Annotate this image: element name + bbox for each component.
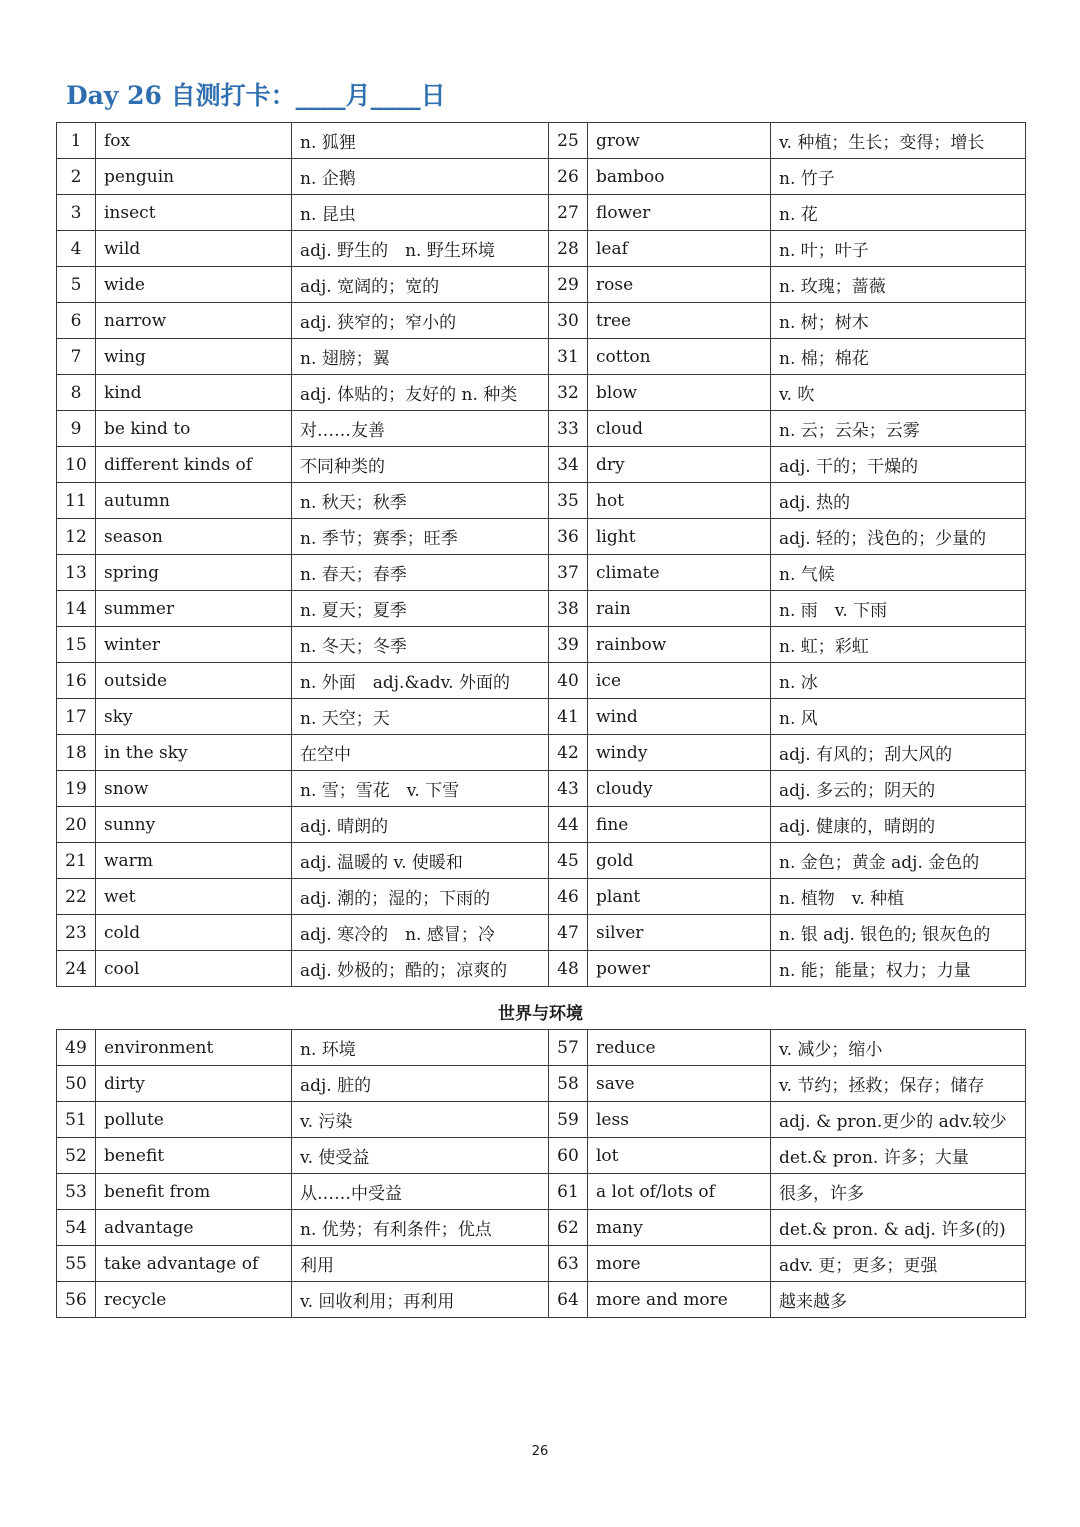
table-row <box>57 1210 1026 1246</box>
entry-word: snow <box>96 771 292 807</box>
entry-number: 52 <box>57 1138 96 1174</box>
table-row <box>57 1066 1026 1102</box>
entry-number: 60 <box>549 1138 588 1174</box>
entry-definition: n. 叶；叶子 <box>771 231 1026 267</box>
table-row <box>57 339 1026 375</box>
entry-definition: n. 竹子 <box>771 159 1026 195</box>
entry-word: sunny <box>96 807 292 843</box>
entry-number: 64 <box>549 1282 588 1318</box>
entry-number: 5 <box>57 267 96 303</box>
entry-word: environment <box>96 1030 292 1066</box>
entry-word: take advantage of <box>96 1246 292 1282</box>
entry-number: 54 <box>57 1210 96 1246</box>
entry-word: cotton <box>588 339 771 375</box>
entry-definition: n. 花 <box>771 195 1026 231</box>
entry-word: dry <box>588 447 771 483</box>
entry-word: outside <box>96 663 292 699</box>
table-row <box>57 1246 1026 1282</box>
table-row <box>57 303 1026 339</box>
table-row <box>57 915 1026 951</box>
entry-definition: 越来越多 <box>771 1282 1026 1318</box>
entry-word: insect <box>96 195 292 231</box>
entry-number: 33 <box>549 411 588 447</box>
entry-definition: adj. 热的 <box>771 483 1026 519</box>
entry-number: 62 <box>549 1210 588 1246</box>
entry-definition: n. 冰 <box>771 663 1026 699</box>
table-row <box>57 231 1026 267</box>
entry-number: 58 <box>549 1066 588 1102</box>
entry-number: 43 <box>549 771 588 807</box>
entry-definition: det.& pron. 许多；大量 <box>771 1138 1026 1174</box>
entry-word: wild <box>96 231 292 267</box>
entry-number: 17 <box>57 699 96 735</box>
entry-number: 24 <box>57 951 96 987</box>
entry-word: spring <box>96 555 292 591</box>
entry-word: bamboo <box>588 159 771 195</box>
entry-definition: adj. 寒冷的 n. 感冒；冷 <box>292 915 549 951</box>
entry-number: 2 <box>57 159 96 195</box>
entry-number: 63 <box>549 1246 588 1282</box>
entry-number: 59 <box>549 1102 588 1138</box>
entry-number: 22 <box>57 879 96 915</box>
entry-definition: n. 雪；雪花 v. 下雪 <box>292 771 549 807</box>
entry-word: pollute <box>96 1102 292 1138</box>
entry-word: summer <box>96 591 292 627</box>
entry-word: tree <box>588 303 771 339</box>
entry-number: 26 <box>549 159 588 195</box>
entry-word: wide <box>96 267 292 303</box>
entry-number: 55 <box>57 1246 96 1282</box>
entry-word: windy <box>588 735 771 771</box>
entry-word: different kinds of <box>96 447 292 483</box>
table-row <box>57 771 1026 807</box>
entry-number: 20 <box>57 807 96 843</box>
entry-definition: n. 能；能量；权力；力量 <box>771 951 1026 987</box>
entry-word: a lot of/lots of <box>588 1174 771 1210</box>
entry-number: 36 <box>549 519 588 555</box>
entry-word: warm <box>96 843 292 879</box>
entry-word: leaf <box>588 231 771 267</box>
entry-word: silver <box>588 915 771 951</box>
entry-definition: adj. 脏的 <box>292 1066 549 1102</box>
entry-definition: n. 风 <box>771 699 1026 735</box>
entry-definition: adv. 更；更多；更强 <box>771 1246 1026 1282</box>
entry-definition: adj. 狭窄的；窄小的 <box>292 303 549 339</box>
entry-definition: adj. 宽阔的；宽的 <box>292 267 549 303</box>
entry-word: cloud <box>588 411 771 447</box>
entry-word: light <box>588 519 771 555</box>
entry-number: 37 <box>549 555 588 591</box>
table-row <box>57 591 1026 627</box>
table-row <box>57 195 1026 231</box>
entry-word: kind <box>96 375 292 411</box>
entry-number: 38 <box>549 591 588 627</box>
entry-word: advantage <box>96 1210 292 1246</box>
vocab-table-2 <box>56 1029 1026 1318</box>
entry-number: 3 <box>57 195 96 231</box>
entry-definition: adj. 野生的 n. 野生环境 <box>292 231 549 267</box>
entry-definition: n. 优势；有利条件；优点 <box>292 1210 549 1246</box>
entry-number: 12 <box>57 519 96 555</box>
entry-definition: adj. 温暖的 v. 使暖和 <box>292 843 549 879</box>
vocab-table-1 <box>56 122 1026 987</box>
page-title: Day 26 自测打卡：____月____日 <box>66 81 446 110</box>
entry-number: 16 <box>57 663 96 699</box>
entry-definition: n. 雨 v. 下雨 <box>771 591 1026 627</box>
table-row <box>57 267 1026 303</box>
entry-number: 13 <box>57 555 96 591</box>
entry-number: 32 <box>549 375 588 411</box>
entry-definition: n. 金色；黄金 adj. 金色的 <box>771 843 1026 879</box>
entry-number: 1 <box>57 123 96 159</box>
entry-definition: adj. 潮的；湿的；下雨的 <box>292 879 549 915</box>
entry-number: 19 <box>57 771 96 807</box>
entry-word: wind <box>588 699 771 735</box>
entry-number: 45 <box>549 843 588 879</box>
entry-definition: n. 翅膀；翼 <box>292 339 549 375</box>
entry-word: benefit <box>96 1138 292 1174</box>
entry-number: 39 <box>549 627 588 663</box>
entry-number: 10 <box>57 447 96 483</box>
entry-number: 40 <box>549 663 588 699</box>
entry-number: 44 <box>549 807 588 843</box>
entry-definition: n. 玫瑰；蔷薇 <box>771 267 1026 303</box>
entry-word: in the sky <box>96 735 292 771</box>
entry-word: cold <box>96 915 292 951</box>
entry-word: more <box>588 1246 771 1282</box>
entry-definition: n. 环境 <box>292 1030 549 1066</box>
entry-number: 61 <box>549 1174 588 1210</box>
entry-definition: adj. 干的；干燥的 <box>771 447 1026 483</box>
entry-definition: 对……友善 <box>292 411 549 447</box>
entry-word: rose <box>588 267 771 303</box>
entry-definition: adj. 健康的，晴朗的 <box>771 807 1026 843</box>
entry-number: 30 <box>549 303 588 339</box>
entry-number: 27 <box>549 195 588 231</box>
entry-number: 42 <box>549 735 588 771</box>
entry-number: 47 <box>549 915 588 951</box>
entry-definition: adj. 多云的；阴天的 <box>771 771 1026 807</box>
entry-definition: adj. & pron.更少的 adv.较少 <box>771 1102 1026 1138</box>
entry-definition: n. 虹；彩虹 <box>771 627 1026 663</box>
entry-definition: 利用 <box>292 1246 549 1282</box>
table-row <box>57 1174 1026 1210</box>
entry-number: 11 <box>57 483 96 519</box>
entry-word: less <box>588 1102 771 1138</box>
entry-definition: det.& pron. & adj. 许多(的) <box>771 1210 1026 1246</box>
entry-word: lot <box>588 1138 771 1174</box>
entry-word: recycle <box>96 1282 292 1318</box>
entry-word: fox <box>96 123 292 159</box>
table-row <box>57 627 1026 663</box>
entry-definition: v. 污染 <box>292 1102 549 1138</box>
entry-word: winter <box>96 627 292 663</box>
entry-number: 29 <box>549 267 588 303</box>
entry-number: 9 <box>57 411 96 447</box>
table-row <box>57 843 1026 879</box>
table-row <box>57 951 1026 987</box>
table-row <box>57 483 1026 519</box>
entry-word: save <box>588 1066 771 1102</box>
entry-definition: n. 外面 adj.&adv. 外面的 <box>292 663 549 699</box>
page-number: 26 <box>531 1444 549 1459</box>
entry-definition: n. 树；树木 <box>771 303 1026 339</box>
entry-number: 49 <box>57 1030 96 1066</box>
entry-word: many <box>588 1210 771 1246</box>
entry-definition: n. 植物 v. 种植 <box>771 879 1026 915</box>
table-row <box>57 1102 1026 1138</box>
entry-word: penguin <box>96 159 292 195</box>
entry-word: sky <box>96 699 292 735</box>
entry-number: 21 <box>57 843 96 879</box>
entry-number: 4 <box>57 231 96 267</box>
entry-word: narrow <box>96 303 292 339</box>
entry-number: 46 <box>549 879 588 915</box>
entry-word: more and more <box>588 1282 771 1318</box>
entry-number: 18 <box>57 735 96 771</box>
entry-number: 48 <box>549 951 588 987</box>
entry-definition: 从……中受益 <box>292 1174 549 1210</box>
entry-word: plant <box>588 879 771 915</box>
entry-definition: n. 气候 <box>771 555 1026 591</box>
table-row <box>57 879 1026 915</box>
entry-word: fine <box>588 807 771 843</box>
table-row <box>57 159 1026 195</box>
table-row <box>57 519 1026 555</box>
table-row <box>57 411 1026 447</box>
entry-definition: adj. 晴朗的 <box>292 807 549 843</box>
entry-word: cool <box>96 951 292 987</box>
entry-number: 8 <box>57 375 96 411</box>
entry-word: grow <box>588 123 771 159</box>
entry-definition: n. 昆虫 <box>292 195 549 231</box>
entry-number: 25 <box>549 123 588 159</box>
entry-word: climate <box>588 555 771 591</box>
entry-definition: n. 冬天；冬季 <box>292 627 549 663</box>
entry-number: 6 <box>57 303 96 339</box>
table-row <box>57 1030 1026 1066</box>
entry-word: be kind to <box>96 411 292 447</box>
entry-definition: n. 企鹅 <box>292 159 549 195</box>
entry-word: rainbow <box>588 627 771 663</box>
entry-word: gold <box>588 843 771 879</box>
entry-definition: n. 狐狸 <box>292 123 549 159</box>
table-row <box>57 663 1026 699</box>
entry-definition: 不同种类的 <box>292 447 549 483</box>
entry-definition: v. 种植；生长；变得；增长 <box>771 123 1026 159</box>
entry-definition: n. 银 adj. 银色的; 银灰色的 <box>771 915 1026 951</box>
entry-number: 53 <box>57 1174 96 1210</box>
entry-number: 15 <box>57 627 96 663</box>
entry-number: 7 <box>57 339 96 375</box>
entry-word: rain <box>588 591 771 627</box>
entry-word: reduce <box>588 1030 771 1066</box>
entry-number: 23 <box>57 915 96 951</box>
entry-number: 57 <box>549 1030 588 1066</box>
entry-number: 51 <box>57 1102 96 1138</box>
entry-number: 41 <box>549 699 588 735</box>
entry-definition: adj. 体贴的；友好的 n. 种类 <box>292 375 549 411</box>
entry-number: 35 <box>549 483 588 519</box>
entry-definition: 在空中 <box>292 735 549 771</box>
entry-definition: n. 春天；春季 <box>292 555 549 591</box>
table-row <box>57 735 1026 771</box>
section-heading: 世界与环境 <box>498 1004 583 1024</box>
entry-definition: v. 吹 <box>771 375 1026 411</box>
entry-number: 34 <box>549 447 588 483</box>
entry-number: 28 <box>549 231 588 267</box>
table-row <box>57 699 1026 735</box>
entry-definition: n. 云；云朵；云雾 <box>771 411 1026 447</box>
entry-definition: n. 棉；棉花 <box>771 339 1026 375</box>
entry-word: wet <box>96 879 292 915</box>
table-row <box>57 555 1026 591</box>
entry-word: cloudy <box>588 771 771 807</box>
table-row <box>57 1282 1026 1318</box>
entry-definition: adj. 有风的；刮大风的 <box>771 735 1026 771</box>
entry-word: blow <box>588 375 771 411</box>
entry-number: 56 <box>57 1282 96 1318</box>
entry-definition: adj. 妙极的；酷的；凉爽的 <box>292 951 549 987</box>
entry-definition: v. 节约；拯救；保存；储存 <box>771 1066 1026 1102</box>
entry-definition: n. 天空；天 <box>292 699 549 735</box>
entry-definition: n. 夏天；夏季 <box>292 591 549 627</box>
table-row <box>57 447 1026 483</box>
entry-definition: v. 回收利用；再利用 <box>292 1282 549 1318</box>
table-row <box>57 375 1026 411</box>
entry-word: season <box>96 519 292 555</box>
entry-definition: v. 减少；缩小 <box>771 1030 1026 1066</box>
entry-number: 31 <box>549 339 588 375</box>
entry-word: benefit from <box>96 1174 292 1210</box>
entry-definition: n. 季节；赛季；旺季 <box>292 519 549 555</box>
table-row <box>57 123 1026 159</box>
entry-word: autumn <box>96 483 292 519</box>
table-row <box>57 1138 1026 1174</box>
entry-word: flower <box>588 195 771 231</box>
entry-definition: 很多，许多 <box>771 1174 1026 1210</box>
entry-word: dirty <box>96 1066 292 1102</box>
entry-number: 50 <box>57 1066 96 1102</box>
table-row <box>57 807 1026 843</box>
entry-number: 14 <box>57 591 96 627</box>
entry-word: hot <box>588 483 771 519</box>
entry-word: wing <box>96 339 292 375</box>
entry-word: power <box>588 951 771 987</box>
entry-definition: v. 使受益 <box>292 1138 549 1174</box>
entry-definition: n. 秋天；秋季 <box>292 483 549 519</box>
entry-definition: adj. 轻的；浅色的；少量的 <box>771 519 1026 555</box>
entry-word: ice <box>588 663 771 699</box>
